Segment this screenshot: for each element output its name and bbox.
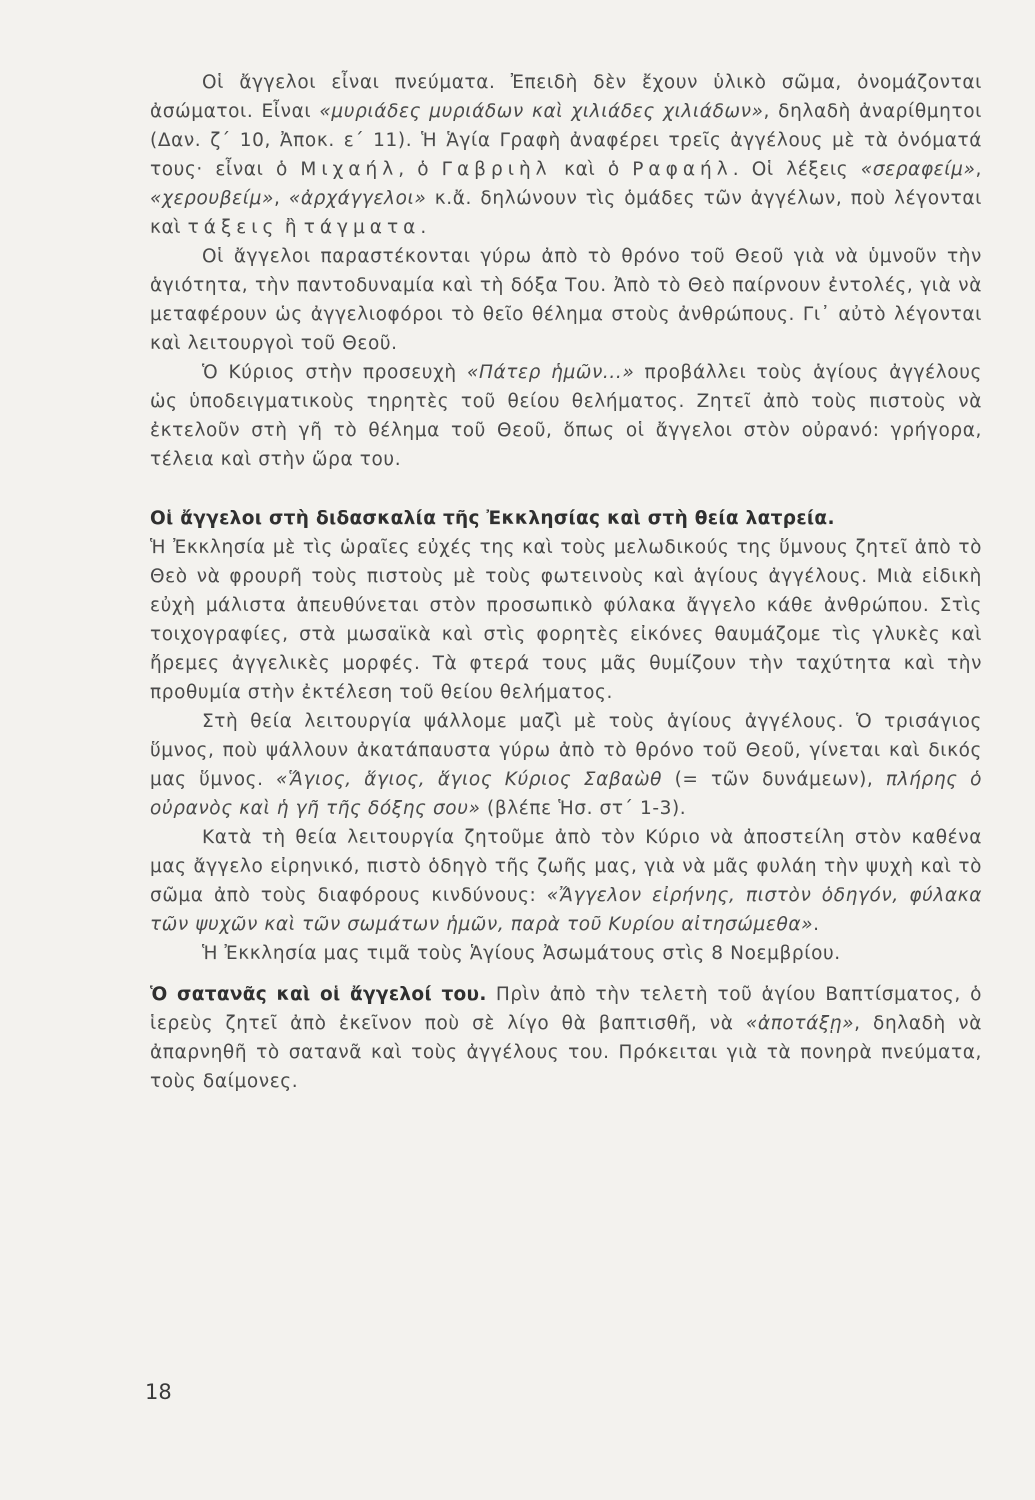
text: ἢ [278, 217, 304, 238]
text: , δηλαδὴ ἀναρίθμητοι (Δαν. ζ΄ 10, Ἀποκ. ε΄ 11). Ἡ Ἁγία Γραφὴ ἀναφέρει τρεῖς ἀγγέλους μὲ τὰ ὀνόματά τους· εἶναι ὁ [150, 101, 982, 180]
quote: «χερουβείμ» [150, 188, 274, 209]
quote: «μυριάδες μυριάδων καὶ χιλιάδες χιλιάδων» [319, 101, 764, 122]
text: , δηλαδὴ νὰ ἀπαρνηθῆ τὸ σατανᾶ καὶ τοὺς ἀγγέλους του. Πρόκειται γιὰ τὰ πονηρὰ πνεύματα, τοὺς δαίμονες. [150, 1013, 982, 1092]
quote: «Πάτερ ἡμῶν...» [466, 362, 635, 383]
text: Ἡ Ἐκκλησία μὲ τὶς ὡραῖες εὐχές της καὶ τοὺς μελωδικούς της ὕμνους ζητεῖ ἀπὸ τὸ Θεὸ νὰ φρουρῆ τοὺς πιστοὺς μὲ τοὺς φωτεινοὺς καὶ ἁγίους ἀγγέλους. Μιὰ εἰδικὴ εὐχὴ μάλιστα ἀπευθύνεται στὸν προσωπικὸ φύλακα ἄγγελο κάθε ἀνθρώπου. Στὶς τοιχογραφίες, στὰ μωσαϊκὰ καὶ στὶς φορητὲς εἰκόνες θαυμάζομε τὶς γλυκὲς καὶ ἤρεμες ἀγγελικὲς μορφές. Τὰ φτερά τους μᾶς θυμίζουν τὴν ταχύτητα καὶ τὴν προθυμία στὴν ἐκτέλεση τοῦ θείου θελήματος. [150, 537, 982, 703]
text: (βλέπε Ἡσ. στ΄ 1-3). [480, 798, 687, 819]
quote: «σεραφείμ» [860, 159, 976, 180]
name-gabriel: Γαβριὴλ [441, 159, 552, 180]
name-raphael: Ραφαήλ [632, 159, 733, 180]
text: . [813, 914, 820, 935]
quote: «ἀρχάγγελοι» [288, 188, 427, 209]
paragraph-lords-prayer [150, 358, 982, 474]
section-heading: Οἱ ἄγγελοι στὴ διδασκαλία τῆς Ἐκκλησίας καὶ στὴ θεία λατρεία. [150, 508, 835, 529]
text: . Οἱ λέξεις [732, 159, 861, 180]
text: (= τῶν δυνάμεων), [662, 769, 886, 790]
page-number: 18 [145, 1380, 172, 1404]
quote: πλήρης ὁ οὐρανὸς καὶ ἡ γῆ τῆς δόξης σου» [150, 769, 982, 819]
quote: «Ἄγγελον εἰρήνης, πιστὸν ὁδηγόν, φύλακα τῶν ψυχῶν καὶ τῶν σωμάτων ἡμῶν, παρὰ τοῦ Κυρίου αἰτησώμεθα» [150, 885, 982, 935]
paragraph-guardian-angel [150, 823, 982, 939]
text: Κατὰ τὴ θεία λειτουργία ζητοῦμε ἀπὸ τὸν Κύριο νὰ ἀποστείλη στὸν καθένα μας ἄγγελο εἰρηνικό, πιστὸ ὁδηγὸ τῆς ζωῆς μας, γιὰ νὰ μᾶς φυλάη τὴν ψυχὴ καὶ τὸ σῶμα ἀπὸ τοὺς διαφόρους κινδύνους: [150, 827, 982, 906]
paragraph-feast-day: Ἡ Ἐκκλησία μας τιμᾶ τοὺς Ἁγίους Ἀσωμάτους στὶς 8 Νοεμβρίου. [202, 943, 841, 964]
text: κ.ἄ. δηλώνουν τὶς ὁμάδες τῶν ἀγγέλων, ποὺ λέγονται καὶ [150, 188, 982, 238]
text: Στὴ θεία λειτουργία ψάλλομε μαζὶ μὲ τοὺς ἁγίους ἀγγέλους. Ὁ τρισάγιος ὕμνος, ποὺ ψάλλουν ἀκατάπαυστα γύρω ἀπὸ τὸ θρόνο τοῦ Θεοῦ, γίνεται καὶ δικός μας ὕμνος. [150, 711, 982, 790]
text: , ὁ [398, 159, 442, 180]
paragraph-liturgy [150, 707, 982, 823]
text: , [274, 188, 289, 209]
quote: «Ἅγιος, ἅγιος, ἅγιος Κύριος Σαβαὼθ [276, 769, 663, 790]
section-heading: Ὁ σατανᾶς καὶ οἱ ἄγγελοί του. [150, 984, 487, 1005]
term-tagmata: τάγματα [303, 217, 421, 238]
name-michael: Μιχαήλ [300, 159, 399, 180]
text: προβάλλει τοὺς ἁγίους ἀγγέλους ὡς ὑποδειγματικοὺς τηρητὲς τοῦ θείου θελήματος. Ζητεῖ ἀπὸ τοὺς πιστοὺς νὰ ἐκτελοῦν στὴ γῆ τὸ θέλημα τοῦ Θεοῦ, ὅπως οἱ ἄγγελοι στὸν οὐρανό: γρήγορα, τέλεια καὶ στὴν ὥρα του. [150, 362, 982, 470]
paragraph-angels-throne: Οἱ ἄγγελοι παραστέκονται γύρω ἀπὸ τὸ θρόνο τοῦ Θεοῦ γιὰ νὰ ὑμνοῦν τὴν ἁγιότητα, τὴν παντοδυναμία καὶ τὴ δόξα Του. Ἀπὸ τὸ Θεὸ παίρνουν ἐντολές, γιὰ νὰ μεταφέρουν ὡς ἀγγελιοφόροι τὸ θεῖο θέλημα στοὺς ἀνθρώπους. Γι᾽ αὐτὸ λέγονται καὶ λειτουργοὶ τοῦ Θεοῦ. [150, 246, 982, 354]
quote: «ἀποτάξῃ» [745, 1013, 855, 1034]
paragraph-angels-spirits [150, 68, 982, 242]
text: . [420, 217, 427, 238]
text: καὶ ὁ [551, 159, 633, 180]
text: Οἱ ἄγγελοι εἶναι πνεύματα. Ἐπειδὴ δὲν ἔχουν ὑλικὸ σῶμα, ὀνομάζονται ἀσώματοι. Εἶναι [150, 72, 982, 122]
text: Πρὶν ἀπὸ τὴν τελετὴ τοῦ ἁγίου Βαπτίσματος, ὁ ἱερεὺς ζητεῖ ἀπὸ ἐκεῖνον ποὺ σὲ λίγο θὰ βαπτισθῆ, νὰ [150, 984, 982, 1034]
page-body [150, 68, 982, 1096]
text: Ὁ Κύριος στὴν προσευχὴ [202, 362, 467, 383]
paragraph-church-teaching [150, 504, 982, 707]
paragraph-satan [150, 980, 982, 1096]
text: , [975, 159, 982, 180]
term-taxeis: τάξεις [187, 217, 279, 238]
